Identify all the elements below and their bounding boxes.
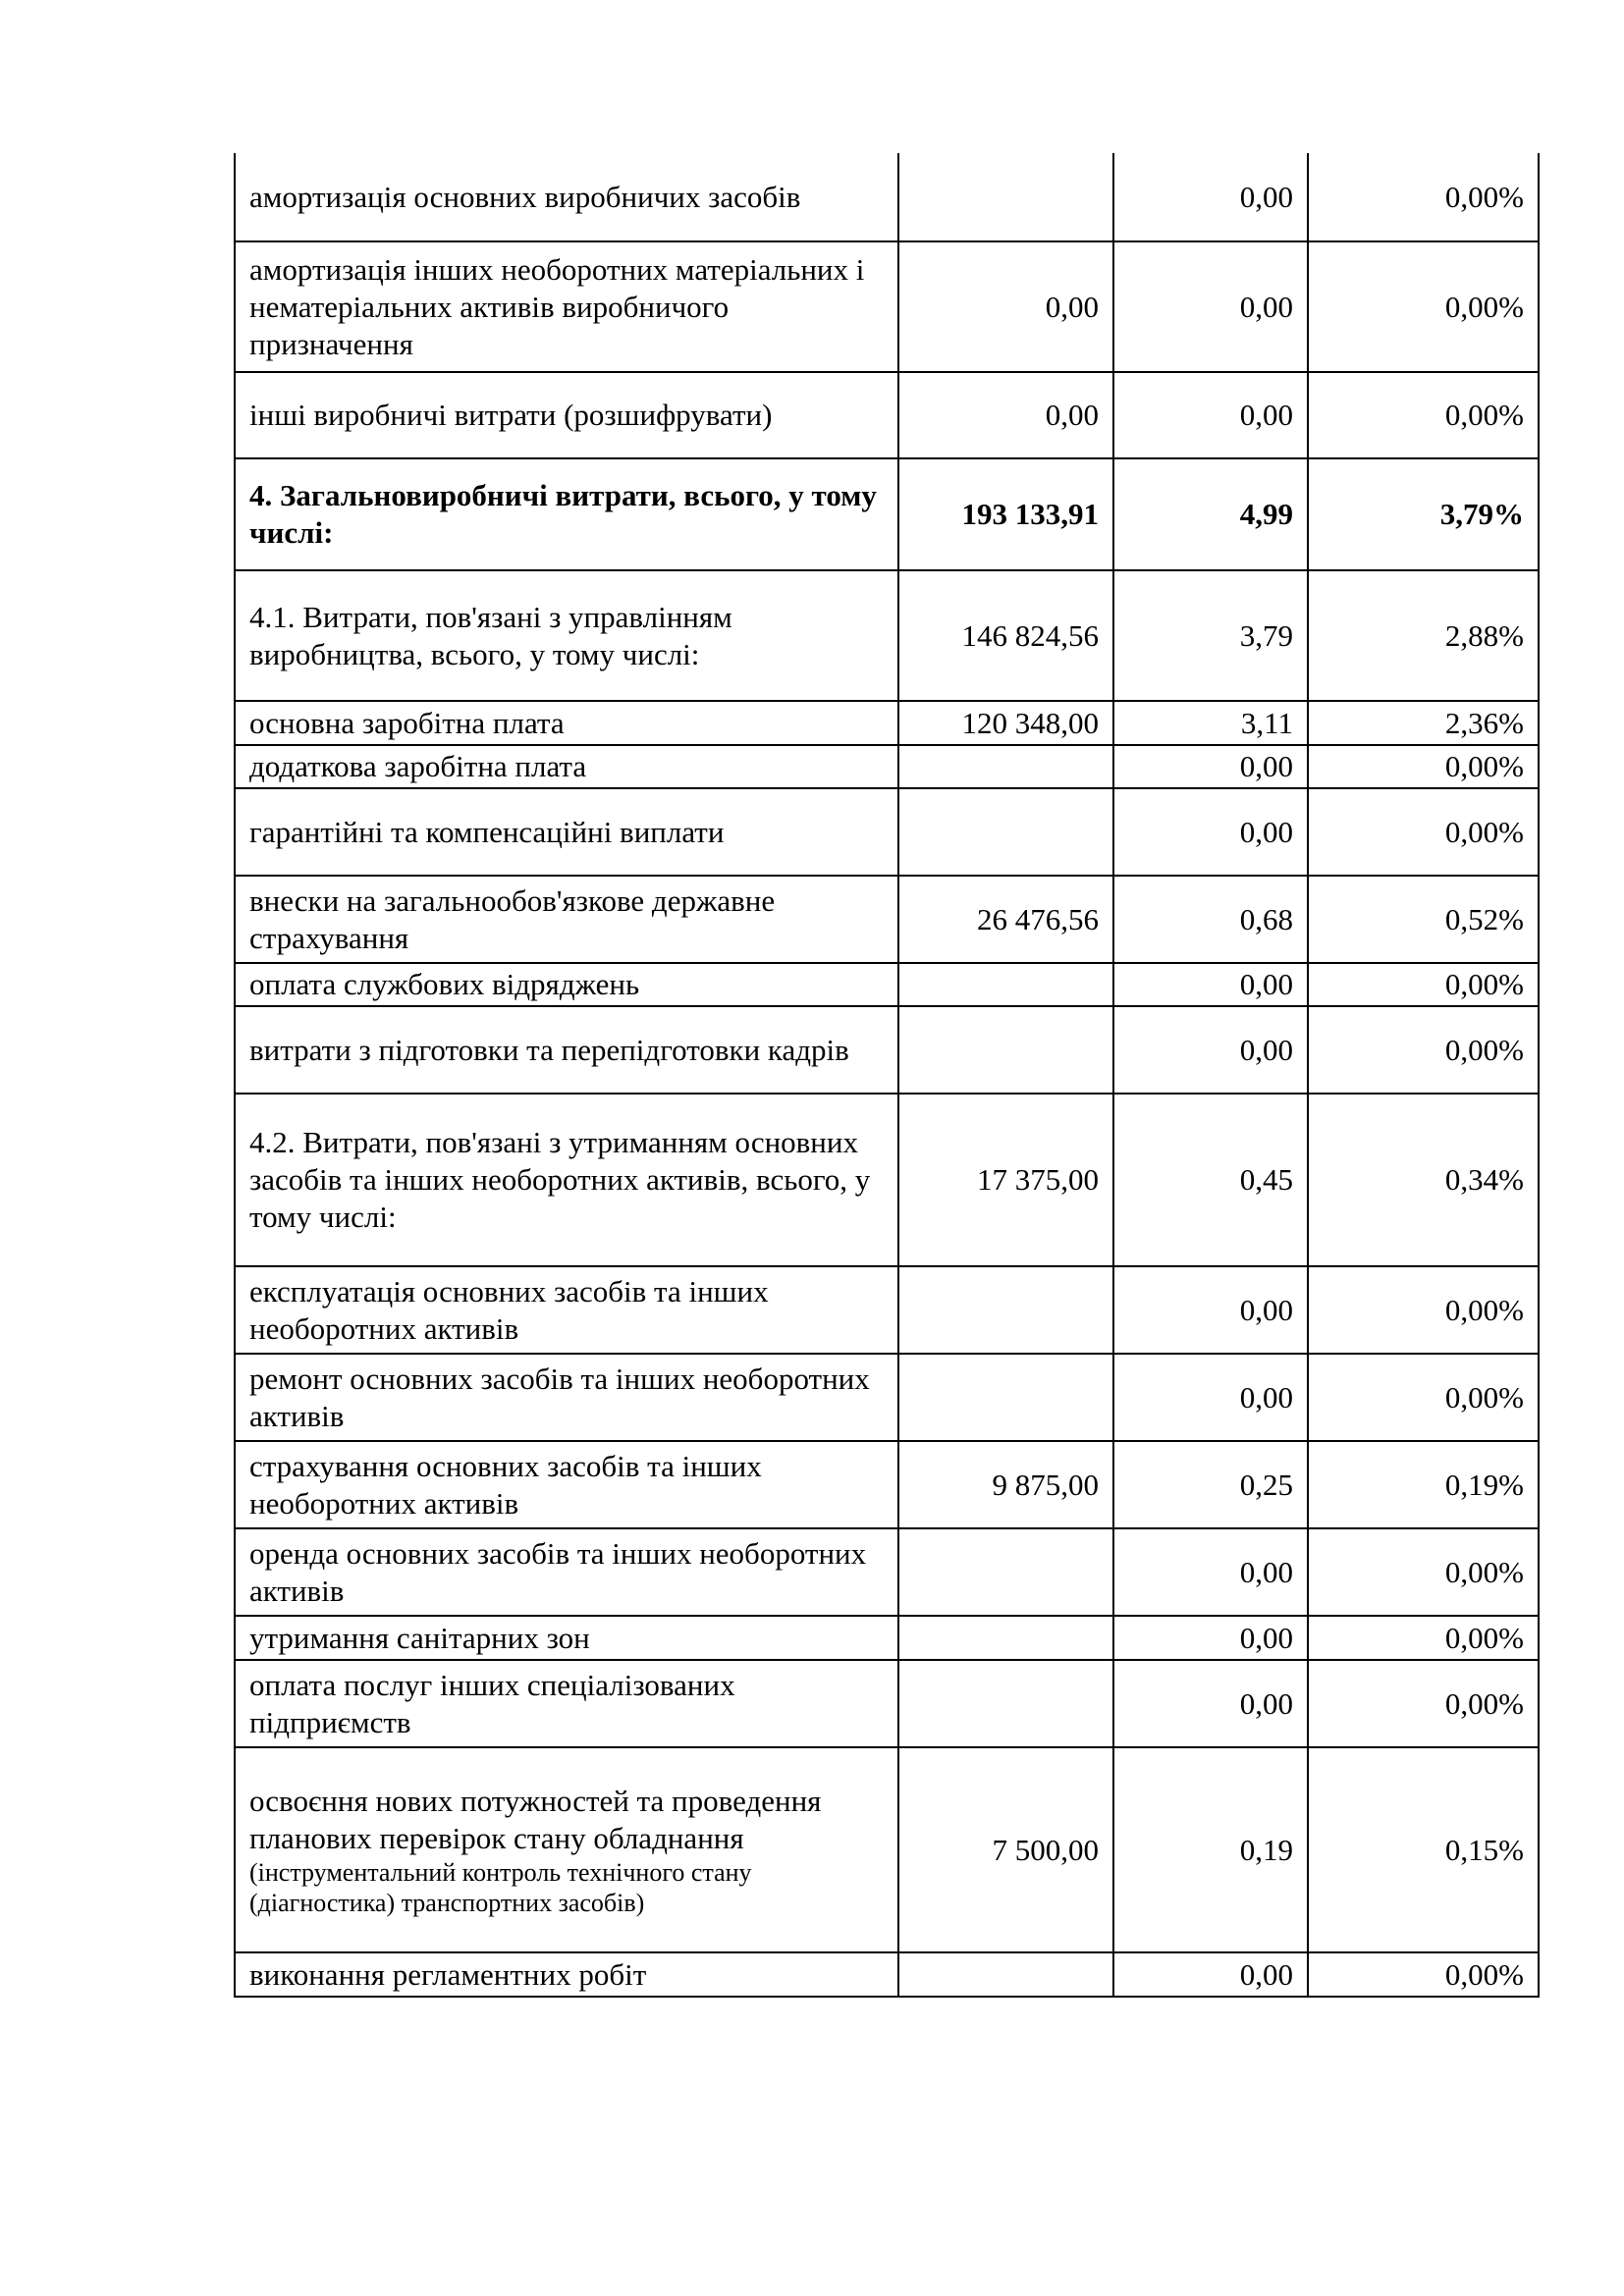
cost-per-unit-cell — [1113, 745, 1308, 788]
cost-share-cell — [1308, 1266, 1539, 1354]
cost-amount-cell — [898, 788, 1113, 876]
cost-per-unit: 0,00 — [1239, 1956, 1293, 1992]
cost-item-description — [235, 1441, 898, 1528]
cost-share: 3,79% — [1439, 497, 1524, 531]
cost-amount-cell — [898, 1441, 1113, 1528]
table-row — [235, 1660, 1539, 1747]
cost-share-cell — [1308, 745, 1539, 788]
table-row — [235, 745, 1539, 788]
cost-share-cell — [1308, 1952, 1539, 1997]
cost-share-cell — [1308, 788, 1539, 876]
cost-amount-cell — [898, 701, 1113, 745]
cost-item-label: 4.1. Витрати, пов'язані з управлінням виробництва, всього, у тому числі: — [249, 599, 732, 671]
cost-per-unit-cell — [1113, 241, 1308, 372]
cost-per-unit-cell — [1113, 570, 1308, 701]
cost-item-description — [235, 1006, 898, 1094]
table-row — [235, 1441, 1539, 1528]
cost-per-unit-cell — [1113, 788, 1308, 876]
cost-item-label: освоєння нових потужностей та проведення планових перевірок стану обладнання — [249, 1783, 822, 1855]
cost-item-description — [235, 701, 898, 745]
cost-per-unit-cell — [1113, 963, 1308, 1006]
cost-amount: 146 824,56 — [961, 617, 1099, 653]
cost-amount-cell — [898, 963, 1113, 1006]
cost-share-cell — [1308, 876, 1539, 963]
cost-item-description — [235, 1952, 898, 1997]
cost-item-description — [235, 153, 898, 241]
cost-per-unit: 0,00 — [1239, 1685, 1293, 1721]
cost-per-unit-cell — [1113, 1094, 1308, 1266]
cost-share-cell — [1308, 372, 1539, 458]
cost-per-unit-cell — [1113, 1660, 1308, 1747]
cost-share-cell — [1308, 1747, 1539, 1952]
cost-item-description — [235, 788, 898, 876]
cost-per-unit-cell — [1113, 458, 1308, 570]
cost-per-unit: 4,99 — [1239, 497, 1293, 531]
cost-share-cell — [1308, 1441, 1539, 1528]
cost-per-unit: 3,11 — [1240, 705, 1293, 740]
cost-amount-cell — [898, 745, 1113, 788]
cost-item-label: витрати з підготовки та перепідготовки кадрів — [249, 1032, 849, 1067]
cost-per-unit: 0,00 — [1239, 1554, 1293, 1589]
cost-amount-cell — [898, 1354, 1113, 1441]
cost-amount: 0,00 — [1045, 398, 1099, 432]
cost-item-label: експлуатація основних засобів та інших необоротних активів — [249, 1273, 769, 1346]
table-row — [235, 570, 1539, 701]
table-row — [235, 1094, 1539, 1266]
table-row — [235, 1747, 1539, 1952]
cost-share-cell — [1308, 1094, 1539, 1266]
cost-share-cell — [1308, 1528, 1539, 1616]
cost-share: 0,00% — [1444, 1685, 1524, 1721]
cost-share: 0,19% — [1444, 1467, 1524, 1502]
cost-item-label: основна заробітна плата — [249, 705, 565, 740]
cost-item-description — [235, 1266, 898, 1354]
cost-per-unit: 3,79 — [1239, 617, 1293, 653]
cost-share: 0,00% — [1444, 1956, 1524, 1992]
cost-amount-cell — [898, 1952, 1113, 1997]
table-row — [235, 458, 1539, 570]
cost-share-cell — [1308, 701, 1539, 745]
cost-item-description — [235, 745, 898, 788]
cost-per-unit: 0,00 — [1239, 1292, 1293, 1327]
cost-item-label: оплата службових відряджень — [249, 967, 640, 1001]
cost-per-unit: 0,68 — [1239, 901, 1293, 936]
cost-item-note: (інструментальний контроль технічного стану (діагностика) транспортних засобів) — [249, 1857, 752, 1917]
cost-amount-cell — [898, 241, 1113, 372]
cost-amount-cell — [898, 1266, 1113, 1354]
cost-item-description — [235, 372, 898, 458]
cost-amount: 0,00 — [1045, 289, 1099, 324]
cost-share: 0,00% — [1444, 967, 1524, 1001]
cost-amount-cell — [898, 1616, 1113, 1660]
cost-share: 0,34% — [1444, 1162, 1524, 1197]
cost-share-cell — [1308, 963, 1539, 1006]
cost-per-unit: 0,00 — [1239, 749, 1293, 783]
cost-share: 0,00% — [1444, 1620, 1524, 1655]
cost-share: 0,00% — [1444, 1292, 1524, 1327]
cost-share: 0,00% — [1444, 749, 1524, 783]
cost-item-label: оренда основних засобів та інших необоротних активів — [249, 1535, 867, 1608]
cost-share-cell — [1308, 1354, 1539, 1441]
cost-per-unit-cell — [1113, 1747, 1308, 1952]
cost-per-unit-cell — [1113, 1266, 1308, 1354]
cost-item-description — [235, 876, 898, 963]
cost-per-unit-cell — [1113, 1006, 1308, 1094]
cost-amount: 120 348,00 — [961, 705, 1099, 740]
cost-share: 0,00% — [1444, 398, 1524, 432]
cost-per-unit: 0,00 — [1239, 289, 1293, 324]
cost-item-description — [235, 1616, 898, 1660]
cost-per-unit: 0,00 — [1239, 814, 1293, 849]
table-row — [235, 1354, 1539, 1441]
table-row — [235, 701, 1539, 745]
cost-item-description — [235, 570, 898, 701]
table-row — [235, 1528, 1539, 1616]
cost-share: 0,00% — [1444, 1379, 1524, 1415]
cost-item-label: ремонт основних засобів та інших необоротних активів — [249, 1361, 870, 1433]
cost-item-description — [235, 1660, 898, 1747]
cost-per-unit-cell — [1113, 372, 1308, 458]
cost-item-label: 4. Загальновиробничі витрати, всього, у тому числі: — [249, 478, 877, 550]
table-row — [235, 1952, 1539, 1997]
cost-per-unit: 0,00 — [1239, 398, 1293, 432]
cost-item-label: внески на загальнообов'язкове державне страхування — [249, 882, 776, 955]
cost-per-unit: 0,00 — [1239, 179, 1293, 214]
cost-share-cell — [1308, 458, 1539, 570]
cost-amount: 7 500,00 — [992, 1832, 1099, 1867]
table-row — [235, 788, 1539, 876]
table-row — [235, 1616, 1539, 1660]
cost-item-description — [235, 1747, 898, 1952]
cost-per-unit-cell — [1113, 1528, 1308, 1616]
cost-per-unit-cell — [1113, 1952, 1308, 1997]
cost-per-unit: 0,00 — [1239, 1032, 1293, 1067]
cost-item-label: гарантійні та компенсаційні виплати — [249, 814, 725, 849]
cost-item-label: амортизація основних виробничих засобів — [249, 179, 801, 214]
cost-share-cell — [1308, 1616, 1539, 1660]
cost-item-label: 4.2. Витрати, пов'язані з утриманням основних засобів та інших необоротних активів, всього, у тому числі: — [249, 1125, 871, 1234]
cost-amount-cell — [898, 876, 1113, 963]
cost-share: 0,00% — [1444, 1032, 1524, 1067]
cost-per-unit: 0,45 — [1239, 1162, 1293, 1197]
cost-item-label: амортизація інших необоротних матеріальних і нематеріальних активів виробничого призначення — [249, 251, 865, 361]
cost-per-unit-cell — [1113, 876, 1308, 963]
cost-per-unit-cell — [1113, 1441, 1308, 1528]
cost-amount-cell — [898, 458, 1113, 570]
cost-per-unit: 0,25 — [1239, 1467, 1293, 1502]
cost-per-unit-cell — [1113, 1354, 1308, 1441]
cost-share-cell — [1308, 1660, 1539, 1747]
cost-amount: 193 133,91 — [961, 497, 1099, 531]
cost-item-label: утримання санітарних зон — [249, 1620, 590, 1655]
cost-per-unit-cell — [1113, 1616, 1308, 1660]
cost-share: 0,15% — [1444, 1832, 1524, 1867]
table-row — [235, 1006, 1539, 1094]
cost-share: 0,00% — [1444, 179, 1524, 214]
cost-amount-cell — [898, 1747, 1113, 1952]
cost-per-unit-cell — [1113, 701, 1308, 745]
cost-item-description — [235, 241, 898, 372]
cost-share: 0,52% — [1444, 901, 1524, 936]
cost-item-description — [235, 1094, 898, 1266]
cost-amount-cell — [898, 153, 1113, 241]
cost-amount-cell — [898, 372, 1113, 458]
cost-item-description — [235, 1354, 898, 1441]
cost-amount: 17 375,00 — [977, 1162, 1099, 1197]
table-row — [235, 372, 1539, 458]
table-row — [235, 963, 1539, 1006]
cost-share-cell — [1308, 153, 1539, 241]
cost-item-description — [235, 1528, 898, 1616]
cost-share-cell — [1308, 570, 1539, 701]
cost-item-label: інші виробничі витрати (розшифрувати) — [249, 398, 773, 432]
cost-table-body — [235, 153, 1539, 1997]
table-row — [235, 876, 1539, 963]
table-row — [235, 1266, 1539, 1354]
cost-amount-cell — [898, 1528, 1113, 1616]
cost-amount-cell — [898, 1094, 1113, 1266]
cost-item-description — [235, 963, 898, 1006]
cost-share: 2,88% — [1444, 617, 1524, 653]
table-row — [235, 153, 1539, 241]
cost-amount-cell — [898, 1660, 1113, 1747]
cost-per-unit: 0,00 — [1239, 967, 1293, 1001]
cost-item-label: оплата послуг інших спеціалізованих підприємств — [249, 1667, 735, 1739]
cost-amount: 26 476,56 — [977, 901, 1099, 936]
cost-share: 2,36% — [1444, 705, 1524, 740]
cost-per-unit: 0,00 — [1239, 1379, 1293, 1415]
cost-amount-cell — [898, 570, 1113, 701]
cost-share: 0,00% — [1444, 289, 1524, 324]
cost-item-label: додаткова заробітна плата — [249, 749, 587, 783]
cost-per-unit: 0,00 — [1239, 1620, 1293, 1655]
table-row — [235, 241, 1539, 372]
cost-amount: 9 875,00 — [992, 1467, 1099, 1502]
cost-per-unit-cell — [1113, 153, 1308, 241]
cost-share-cell — [1308, 241, 1539, 372]
cost-amount-cell — [898, 1006, 1113, 1094]
cost-item-label: страхування основних засобів та інших необоротних активів — [249, 1448, 762, 1521]
cost-share: 0,00% — [1444, 1554, 1524, 1589]
cost-table — [234, 153, 1540, 1998]
cost-per-unit: 0,19 — [1239, 1832, 1293, 1867]
cost-item-label: виконання регламентних робіт — [249, 1956, 647, 1992]
cost-share: 0,00% — [1444, 814, 1524, 849]
cost-share-cell — [1308, 1006, 1539, 1094]
cost-item-description — [235, 458, 898, 570]
